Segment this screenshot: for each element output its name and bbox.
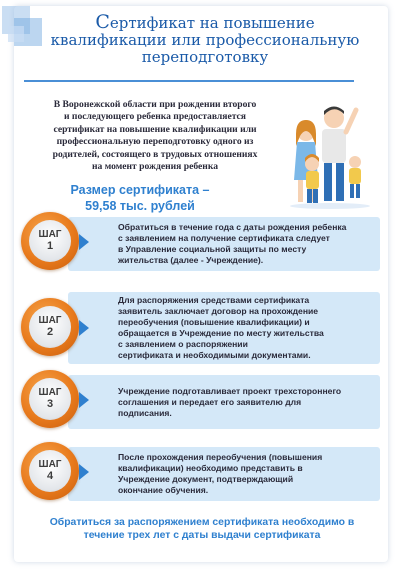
step-word: ШАГ: [38, 459, 62, 470]
chevron-right-icon: [79, 234, 89, 250]
step-text: Для распоряжения средствами сертификата заявитель заключает договор на прохождение переобучения (повышение квалификации) и обращается в Учреждение по месту жительства с заявлением о распоряжении сертификата и необходимыми документами.: [118, 295, 324, 360]
page-title: [40, 11, 370, 66]
title-divider: [24, 80, 354, 82]
title-rest: квалификации или профессиональную переподготовку: [50, 31, 360, 66]
family-illustration: [282, 102, 372, 212]
intro-text: В Воронежской области при рождении второго и последующего ребенка предоставляется сертификат на повышение квалификации или профессиональную переподготовку одного из родителей, состоящего в трудовых отношениях на момент рождения ребенка: [52, 99, 258, 173]
step-word: ШАГ: [38, 315, 62, 326]
step-text: Обратиться в течение года с даты рождения ребенка с заявлением на получение сертификата следует в Управление социальной защиты по месту жительства (далее - Учреждение).: [118, 222, 347, 265]
step-text: Учреждение подготавливает проект трехстороннего соглашения и передает его заявителю для подписания.: [118, 385, 342, 418]
step-badge: [21, 370, 79, 428]
chevron-right-icon: [79, 392, 89, 408]
title-first-letter: С: [95, 11, 110, 33]
step-1: [18, 212, 382, 276]
footer-note: Обратиться за распоряжением сертификата необходимо в течение трех лет с даты выдачи сертификата: [49, 517, 355, 541]
step-number: 4: [46, 470, 54, 482]
step-3: [18, 370, 382, 434]
step-text: После прохождения переобучения (повышения квалификации) необходимо представить в Учреждение документ, подтверждающий окончание обучения.: [118, 452, 323, 495]
certificate-amount: Размер сертификата – 59,58 тыс. рублей: [70, 183, 210, 213]
step-number: 3: [46, 398, 54, 410]
step-badge: [21, 212, 79, 270]
chevron-right-icon: [79, 320, 89, 336]
step-4: [18, 442, 382, 506]
step-word: ШАГ: [38, 229, 62, 240]
step-word: ШАГ: [38, 387, 62, 398]
step-number: 1: [46, 240, 54, 252]
step-number: 2: [46, 326, 54, 338]
step-badge: [21, 442, 79, 500]
chevron-right-icon: [79, 464, 89, 480]
step-badge: [21, 298, 79, 356]
step-2: [18, 290, 382, 366]
title-line1: ертификат на повышение: [109, 14, 315, 32]
